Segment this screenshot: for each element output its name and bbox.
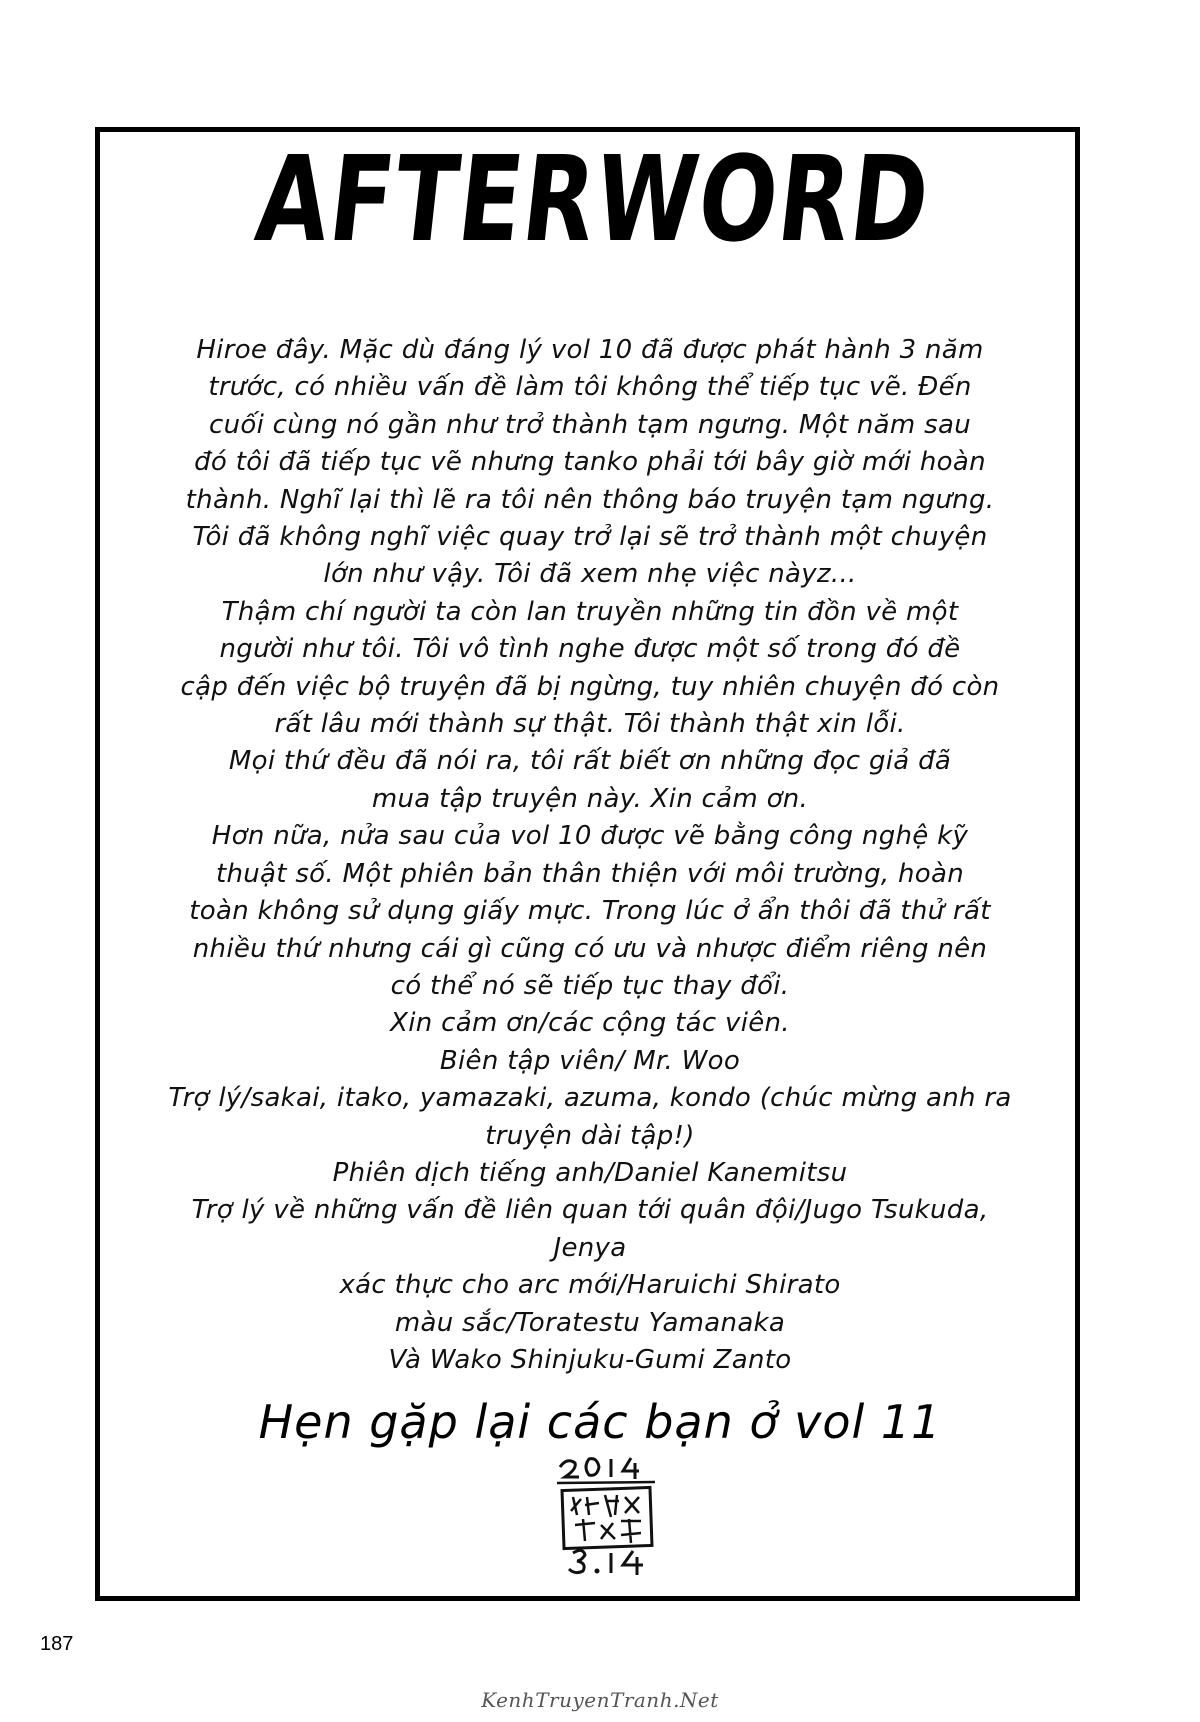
text-line: mua tập truyện này. Xin cảm ơn.: [371, 783, 809, 814]
text-line: thành. Nghĩ lại thì lẽ ra tôi nên thông báo truyện tạm ngưng.: [185, 484, 995, 515]
text-line: lớn như vậy. Tôi đã xem nhẹ việc nàyz...: [323, 559, 857, 590]
watermark: KenhTruyenTranh.Net: [481, 1688, 719, 1712]
page-number: 187: [40, 1633, 74, 1655]
credits-line: Biên tập viên/ Mr. Woo: [439, 1045, 741, 1076]
text-line: toàn không sử dụng giấy mực. Trong lúc ở ẩn thôi đã thử rất: [189, 896, 991, 927]
credits-line: Phiên dịch tiếng anh/Daniel Kanemitsu: [332, 1157, 848, 1188]
text-line: trước, có nhiều vấn đề làm tôi không thể tiếp tục vẽ. Đến: [208, 372, 972, 403]
text-line: cuối cùng nó gần như trở thành tạm ngưng. Một năm sau: [209, 409, 971, 440]
text-line: nhiều thứ nhưng cái gì cũng có ưu và nhược điểm riêng nên: [192, 933, 988, 964]
credits-line: Trợ lý/sakai, itako, yamazaki, azuma, kondo (chúc mừng anh ra: [168, 1083, 1012, 1114]
afterword-body: [140, 332, 1040, 1379]
credits-line: Xin cảm ơn/các cộng tác viên.: [390, 1008, 790, 1039]
text-line: có thể nó sẽ tiếp tục thay đổi.: [390, 970, 790, 1001]
credits-line: Trợ lý về những vấn đề liên quan tới quân đội/Jugo Tsukuda,: [191, 1195, 989, 1226]
credits-line: Và Wako Shinjuku-Gumi Zanto: [388, 1344, 792, 1375]
handwritten-signature: [555, 1455, 665, 1580]
text-line: Thậm chí người ta còn lan truyền những tin đồn về một: [221, 596, 959, 627]
text-line: Hơn nữa, nửa sau của vol 10 được vẽ bằng công nghệ kỹ: [211, 821, 969, 852]
text-line: Tôi đã không nghĩ việc quay trở lại sẽ trở thành một chuyện: [192, 522, 988, 553]
page-title: AFTERWORD: [250, 130, 937, 268]
text-line: thuật số. Một phiên bản thân thiện với môi trường, hoàn: [215, 858, 965, 889]
credits-line: truyện dài tập!): [485, 1120, 695, 1151]
text-line: cập đến việc bộ truyện đã bị ngừng, tuy nhiên chuyện đó còn: [180, 671, 1000, 702]
credits-line: Jenya: [553, 1232, 627, 1263]
text-line: người như tôi. Tôi vô tình nghe được một số trong đó đề: [219, 634, 961, 665]
text-line: Hiroe đây. Mặc dù đáng lý vol 10 đã được phát hành 3 năm: [196, 335, 984, 365]
text-line: đó tôi đã tiếp tục vẽ nhưng tanko phải tới bây giờ mới hoàn: [194, 447, 986, 478]
credits-line: màu sắc/Toratestu Yamanaka: [394, 1307, 786, 1338]
text-line: Mọi thứ đều đã nói ra, tôi rất biết ơn những đọc giả đã: [228, 746, 952, 777]
closing-message: Hẹn gặp lại các bạn ở vol 11: [258, 1395, 942, 1449]
text-line: rất lâu mới thành sự thật. Tôi thành thật xin lỗi.: [274, 709, 906, 740]
credits-line: xác thực cho arc mới/Haruichi Shirato: [339, 1270, 841, 1301]
